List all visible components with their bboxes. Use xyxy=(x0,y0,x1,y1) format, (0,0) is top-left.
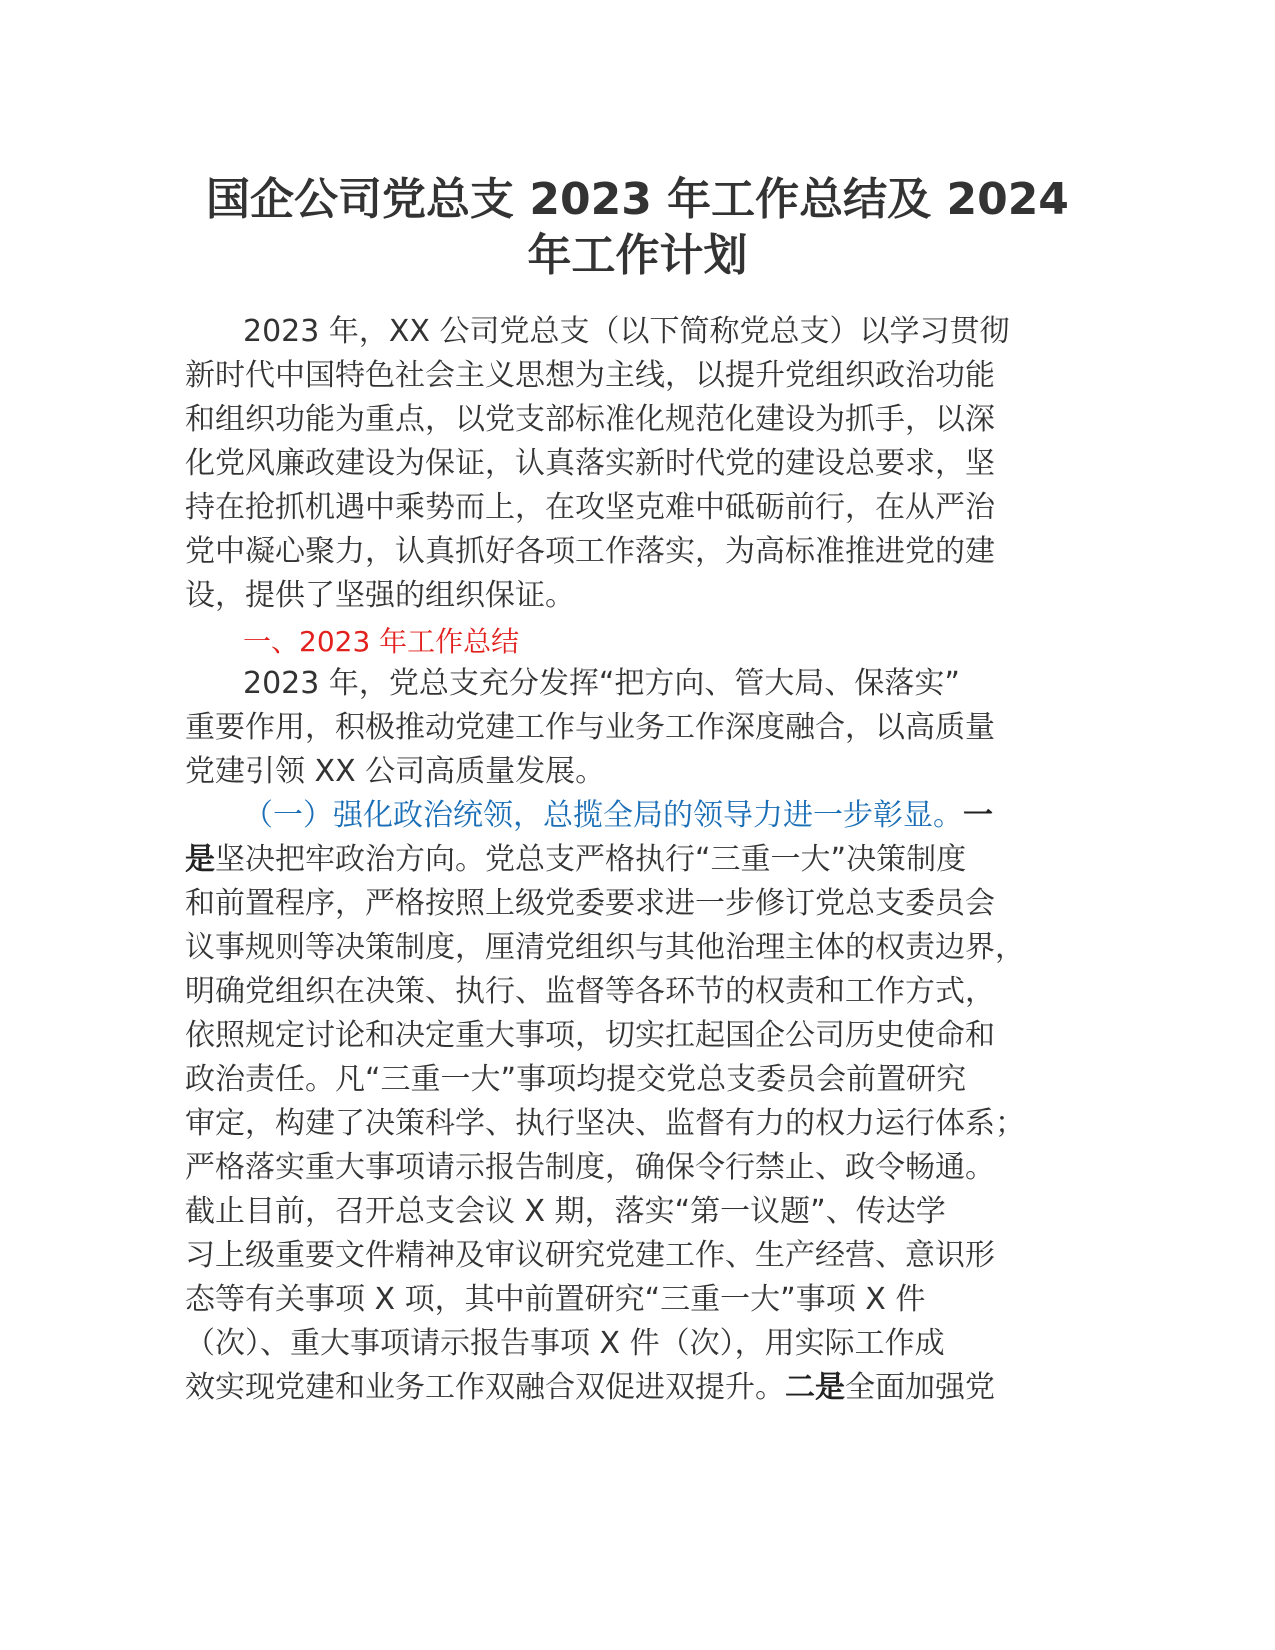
body-line: 截止目前，召开总支会议 X 期，落实“第一议题”、传达学 xyxy=(185,1194,946,1229)
body-line: 审定，构建了决策科学、执行坚决、监督有力的权力运行体系； xyxy=(185,1106,1025,1141)
subsection-line xyxy=(243,796,993,836)
point-marker: 是 xyxy=(185,842,215,877)
body-line: 严格落实重大事项请示报告制度，确保令行禁止、政令畅通。 xyxy=(185,1150,995,1185)
summary-line: 重要作用，积极推动党建工作与业务工作深度融合，以高质量 xyxy=(185,710,995,745)
intro-line: 党中凝心聚力，认真抓好各项工作落实，为高标准推进党的建 xyxy=(185,534,995,569)
body-line: 和前置程序，严格按照上级党委要求进一步修订党总支委员会 xyxy=(185,886,995,921)
body-line: 议事规则等决策制度，厘清党组织与其他治理主体的权责边界， xyxy=(185,930,1025,965)
body-line: 习上级重要文件精神及审议研究党建工作、生产经营、意识形 xyxy=(185,1238,995,1273)
body-line: 政治责任。凡“三重一大”事项均提交党总支委员会前置研究 xyxy=(185,1062,967,1097)
body-text: 全面加强党 xyxy=(845,1370,995,1405)
body-line xyxy=(185,1368,995,1408)
body-text: 效实现党建和业务工作双融合双促进双提升。 xyxy=(185,1370,785,1405)
body-line xyxy=(185,840,966,880)
intro-line: 持在抢抓机遇中乘势而上，在攻坚克难中砥砺前行，在从严治 xyxy=(185,490,995,525)
point-marker: 二是 xyxy=(785,1370,845,1405)
intro-line: 新时代中国特色社会主义思想为主线，以提升党组织政治功能 xyxy=(185,358,995,393)
body-line: 态等有关事项 X 项，其中前置研究“三重一大”事项 X 件 xyxy=(185,1282,926,1317)
section-heading: 一、2023 年工作总结 xyxy=(243,625,520,658)
intro-line: 和组织功能为重点，以党支部标准化规范化建设为抓手，以深 xyxy=(185,402,995,437)
body-line: （次）、重大事项请示报告事项 X 件（次），用实际工作成 xyxy=(185,1326,945,1361)
summary-line: 党建引领 XX 公司高质量发展。 xyxy=(185,754,606,789)
intro-line: 化党风廉政建设为保证，认真落实新时代党的建设总要求，坚 xyxy=(185,446,995,481)
document-title xyxy=(160,172,1115,284)
title-line-1: 国企公司党总支 2023 年工作总结及 2024 xyxy=(206,174,1069,225)
body-text: 坚决把牢政治方向。党总支严格执行“三重一大”决策制度 xyxy=(215,842,967,877)
intro-line: 2023 年，XX 公司党总支（以下简称党总支）以学习贯彻 xyxy=(243,314,1010,349)
body-line: 依照规定讨论和决定重大事项，切实扛起国企公司历史使命和 xyxy=(185,1018,995,1053)
point-marker: 一 xyxy=(963,798,993,833)
body-line: 明确党组织在决策、执行、监督等各环节的权责和工作方式， xyxy=(185,974,995,1009)
title-line-2: 年工作计划 xyxy=(527,230,748,281)
subsection-heading: （一）强化政治统领，总揽全局的领导力进一步彰显。 xyxy=(243,798,963,833)
intro-line: 设，提供了坚强的组织保证。 xyxy=(185,578,575,613)
summary-line: 2023 年，党总支充分发挥“把方向、管大局、保落实” xyxy=(243,666,960,701)
